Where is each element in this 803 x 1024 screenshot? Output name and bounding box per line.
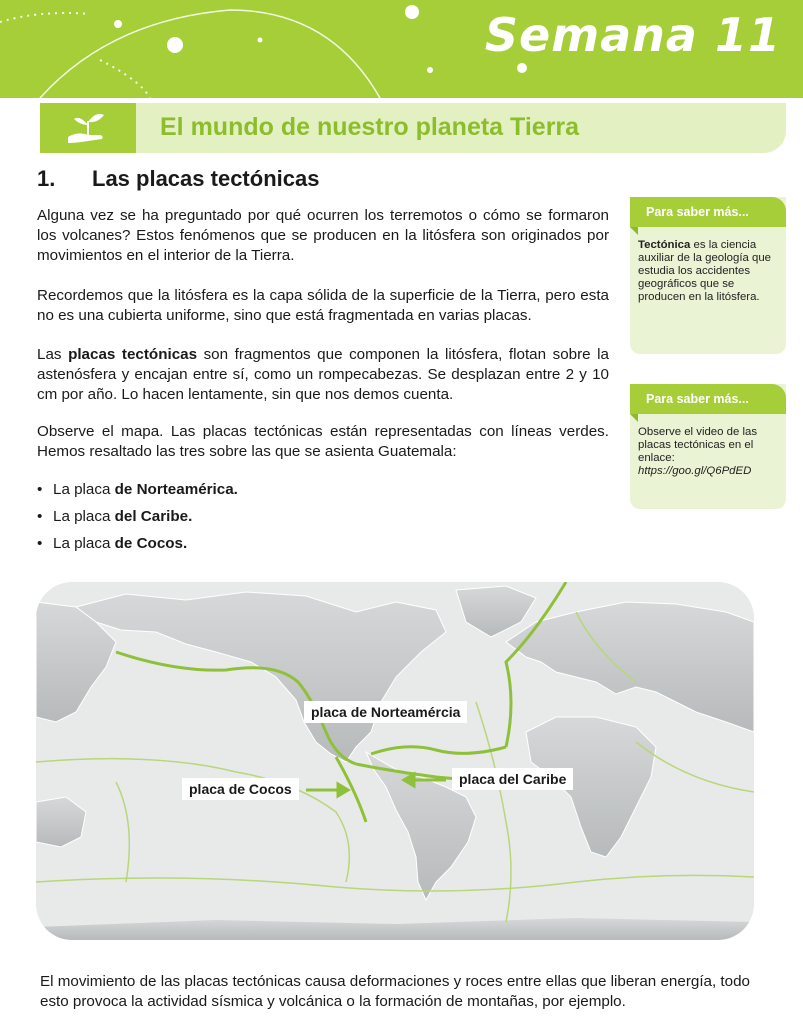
continent-greenland: [456, 586, 536, 637]
info-box-heading: Para saber más...: [630, 384, 786, 414]
continent-australia: [36, 797, 86, 847]
info-box-body: [638, 426, 781, 478]
info-box-video: [630, 384, 786, 509]
tectonic-plates-map: [36, 582, 754, 940]
cocos-arrow: [306, 784, 348, 796]
label-north-america-plate: placa de Norteamércia: [304, 701, 467, 723]
continent-antarctica: [36, 918, 754, 940]
list-item-bold: del Caribe.: [114, 508, 193, 525]
bullet: •: [37, 508, 43, 525]
top-banner: [0, 0, 803, 98]
week-title: Semana 11: [484, 8, 781, 62]
p3-text-b: son fragmentos que componen la litósfera, flotan sobre la astenósfera y encajan entre sí, como un rompecabezas. Se desplazan entre 2 y 10 cm por año. Lo hacen lentamente, sin que nos demos cuenta.: [37, 346, 609, 403]
p3-bold-term: placas tectónicas: [68, 346, 198, 363]
p3-text-a: Las: [37, 346, 69, 363]
info-box-tab: [630, 414, 638, 422]
info-box-heading: Para saber más...: [630, 197, 786, 227]
video-link[interactable]: https://goo.gl/Q6PdED: [638, 465, 752, 477]
info-box-tab: [630, 227, 638, 235]
list-item-bold: de Norteamérica.: [114, 481, 238, 498]
info-box-tectonics: [630, 197, 786, 354]
heading-number: 1.: [37, 166, 56, 191]
bullet: •: [37, 481, 43, 498]
paragraph-plates: [37, 345, 609, 405]
list-item-prefix: La placa: [53, 481, 115, 498]
hand-plant-icon: [66, 109, 112, 147]
section-title: El mundo de nuestro planeta Tierra: [160, 113, 580, 141]
paragraph-map-intro: Observe el mapa. Las placas tectónicas están representadas con líneas verdes. Hemos resaltado las tres sobre las que se asienta Guatemala:: [37, 423, 609, 460]
label-caribbean-plate: placa del Caribe: [452, 768, 573, 790]
list-item-bold: de Cocos.: [114, 535, 188, 552]
paragraph-lithosphere: Recordemos que la litósfera es la capa sólida de la superficie de la Tierra, pero esta no es una cubierta uniforme, sino que está fragmentada en varias placas.: [37, 287, 609, 324]
section-icon-box: [40, 103, 136, 153]
info-box-text: es la ciencia auxiliar de la geología que estudia los accidentes geográficos que se producen en la litósfera.: [638, 239, 771, 303]
continent-north-america: [76, 592, 446, 762]
list-item-prefix: La placa: [53, 535, 115, 552]
heading-title: Las placas tectónicas: [92, 166, 320, 191]
plates-list: [37, 476, 238, 557]
paragraph-conclusion: El movimiento de las placas tectónicas causa deformaciones y roces entre ellas que liberan energía, todo esto provoca la actividad sísmica y volcánica o la formación de montañas, por ejemplo.: [40, 973, 750, 1010]
list-item-prefix: La placa: [53, 508, 115, 525]
list-item: [37, 503, 238, 530]
info-box-text: Observe el video de las placas tectónicas en el enlace:: [638, 426, 758, 464]
list-item: [37, 476, 238, 503]
info-box-term: Tectónica: [638, 239, 691, 251]
label-cocos-plate: placa de Cocos: [182, 778, 299, 800]
continent-eurasia: [506, 602, 754, 732]
world-map: [36, 582, 754, 940]
info-box-body: [638, 239, 781, 304]
paragraph-intro: Alguna vez se ha preguntado por qué ocurren los terremotos o cómo se formaron los volcanes? Estos fenómenos que se producen en la litósfera son originados por movimientos en el interior de la Tierra.: [37, 207, 609, 264]
bullet: •: [37, 535, 43, 552]
list-item: [37, 530, 238, 557]
